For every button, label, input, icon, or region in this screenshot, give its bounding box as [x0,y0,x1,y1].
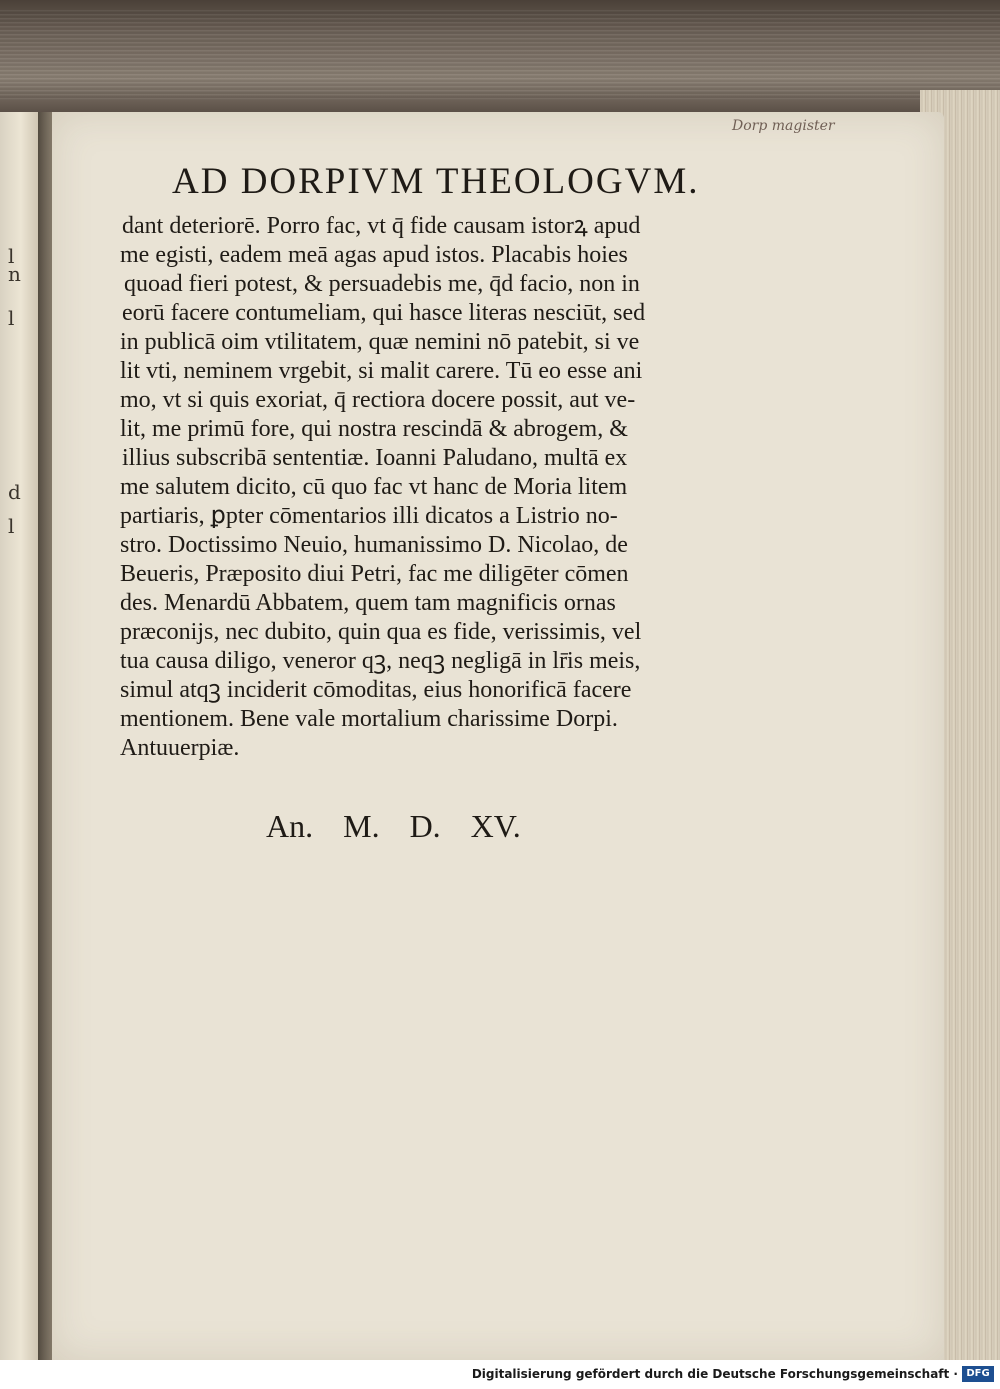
text-line: partiaris, ꝑpter cōmentarios illi dicatos a Listrio no- [120,503,618,529]
text-line: simul atqꝫ inciderit cōmoditas, eius honorificā facere [120,677,632,703]
marginal-annotation: Dorp magister [732,118,835,134]
text-line: in publicā oim vtilitatem, quæ nemini nō patebit, si ve [120,329,640,355]
text-line: mo, vt si quis exoriat, q̄ rectiora docere possit, aut ve- [120,387,636,413]
running-heading: AD DORPIVM THEOLOGVM. [172,161,700,202]
text-line: dant deteriorē. Porro fac, vt q̄ fide causam istorꝝ apud [122,213,641,239]
text-line: eorū facere contumeliam, qui hasce literas nesciūt, sed [122,300,646,326]
left-page-letter: l [8,514,15,538]
text-line: des. Menardū Abbatem, quem tam magnificis ornas [120,590,616,616]
text-line: illius subscribā sententiæ. Ioanni Paludano, multā ex [122,445,628,471]
text-line: præconijs, nec dubito, quin qua es fide, verissimis, vel [120,619,642,645]
text-line: lit vti, neminem vrgebit, si malit carere. Tū eo esse ani [120,358,643,384]
left-page-letter: d [8,480,21,504]
text-line: tua causa diligo, veneror qꝫ, neqꝫ negligā in lr̄is meis, [120,648,641,674]
dfg-logo: DFG [962,1366,994,1382]
text-line: lit, me primū fore, qui nostra rescindā & abrogem, & [120,416,628,442]
text-line: stro. Doctissimo Neuio, humanissimo D. Nicolao, de [120,532,628,558]
text-line: Antuuerpiæ. [120,735,240,761]
text-line: mentionem. Bene vale mortalium charissime Dorpi. [120,706,618,732]
book-top-edge [0,0,1000,112]
text-line: Beueris, Præposito diui Petri, fac me diligēter cōmen [120,561,629,587]
footer-bar [0,1360,1000,1389]
text-line: me egisti, eadem meā agas apud istos. Placabis hoies [120,242,628,268]
left-page-letter: n [8,262,21,286]
colophon-date: An. M. D. XV. [266,808,521,844]
left-page-letter: l [8,306,15,330]
text-line: me salutem dicito, cū quo fac vt hanc de Moria litem [120,474,628,500]
book-page [52,112,944,1360]
body-text [120,212,860,763]
left-page-letter: l [8,244,15,268]
page-stack-texture [0,10,1000,100]
text-line: quoad fieri potest, & persuadebis me, q̄d facio, non in [124,271,640,297]
funding-notice: Digitalisierung gefördert durch die Deutsche Forschungsgemeinschaft · [471,1367,958,1381]
